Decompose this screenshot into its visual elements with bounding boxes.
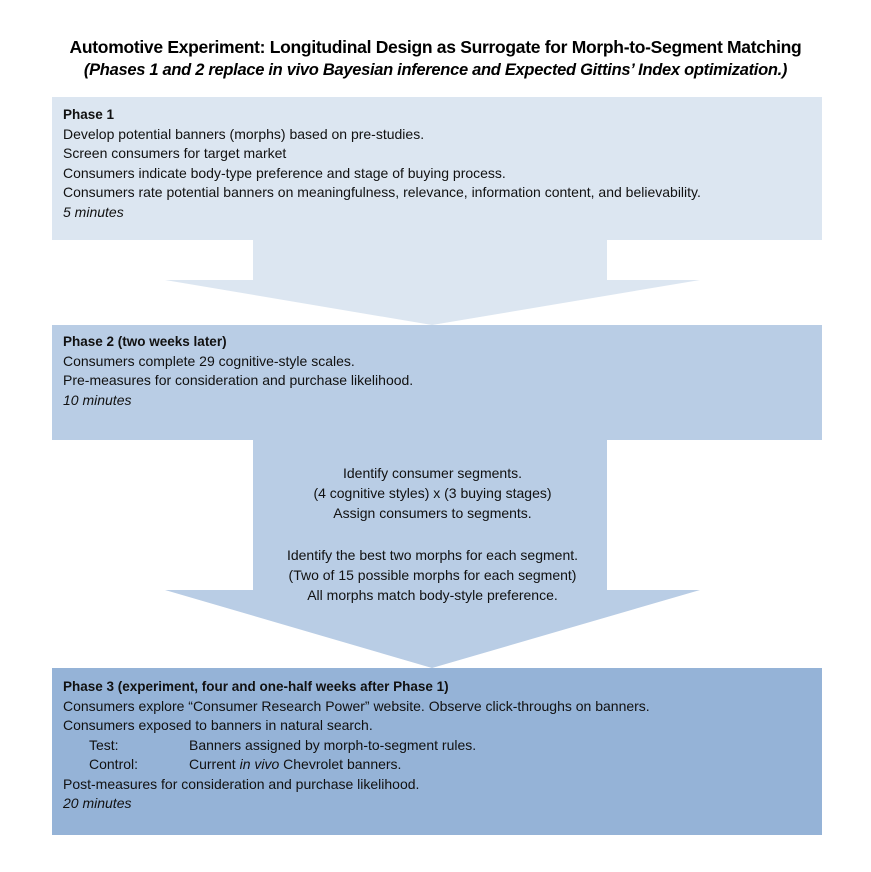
control-italic: in vivo <box>239 756 280 772</box>
control-condition <box>63 755 650 775</box>
phase1-line: Screen consumers for target market <box>63 145 287 161</box>
phase2-text <box>63 332 413 410</box>
segmentation-steps <box>165 463 700 523</box>
control-text-end: Chevrolet banners. <box>279 756 402 772</box>
phase3-text <box>63 677 650 814</box>
phase1-heading: Phase 1 <box>63 107 115 122</box>
phase2-heading: Phase 2 (two weeks later) <box>63 334 227 349</box>
phase1-line: Consumers rate potential banners on meaningfulness, relevance, information content, and believability. <box>63 184 701 200</box>
phase2-duration: 10 minutes <box>63 391 132 408</box>
test-condition <box>63 736 650 756</box>
phase3-heading: Phase 3 (experiment, four and one-half weeks after Phase 1) <box>63 679 449 694</box>
phase2-line: Consumers complete 29 cognitive-style scales. <box>63 352 355 369</box>
arrow-1 <box>165 240 700 325</box>
step-line: Identify the best two morphs for each segment. <box>286 547 579 563</box>
step-line: All morphs match body-style preference. <box>307 587 558 603</box>
step-line: Identify consumer segments. <box>343 465 522 481</box>
test-label: Test: <box>89 736 119 753</box>
diagram-title: Automotive Experiment: Longitudinal Design as Surrogate for Morph-to-Segment Matching <box>69 37 802 57</box>
control-text: Current <box>189 756 240 772</box>
phase2-line: Pre-measures for consideration and purchase likelihood. <box>63 372 414 388</box>
phase1-line: Consumers indicate body-type preference and stage of buying process. <box>63 164 506 181</box>
test-text: Banners assigned by morph-to-segment rules. <box>189 736 477 753</box>
morph-selection-steps <box>165 545 700 605</box>
phase3-line: Consumers exposed to banners in natural search. <box>63 717 373 733</box>
step-line: Assign consumers to segments. <box>333 505 532 521</box>
step-line: (Two of 15 possible morphs for each segment) <box>288 567 577 583</box>
step-line: (4 cognitive styles) x (3 buying stages) <box>313 485 552 501</box>
control-label: Control: <box>89 756 139 772</box>
phase1-text <box>63 105 701 222</box>
phase1-duration: 5 minutes <box>63 203 124 220</box>
phase1-line: Develop potential banners (morphs) based on pre-studies. <box>63 125 425 142</box>
phase3-duration: 20 minutes <box>63 795 132 811</box>
phase3-line: Consumers explore “Consumer Research Power” website. Observe click-throughs on banners. <box>63 697 650 714</box>
phase3-line: Post-measures for consideration and purchase likelihood. <box>63 775 420 792</box>
diagram-subtitle: (Phases 1 and 2 replace in vivo Bayesian inference and Expected Gittins’ Index optimization.) <box>83 61 788 79</box>
